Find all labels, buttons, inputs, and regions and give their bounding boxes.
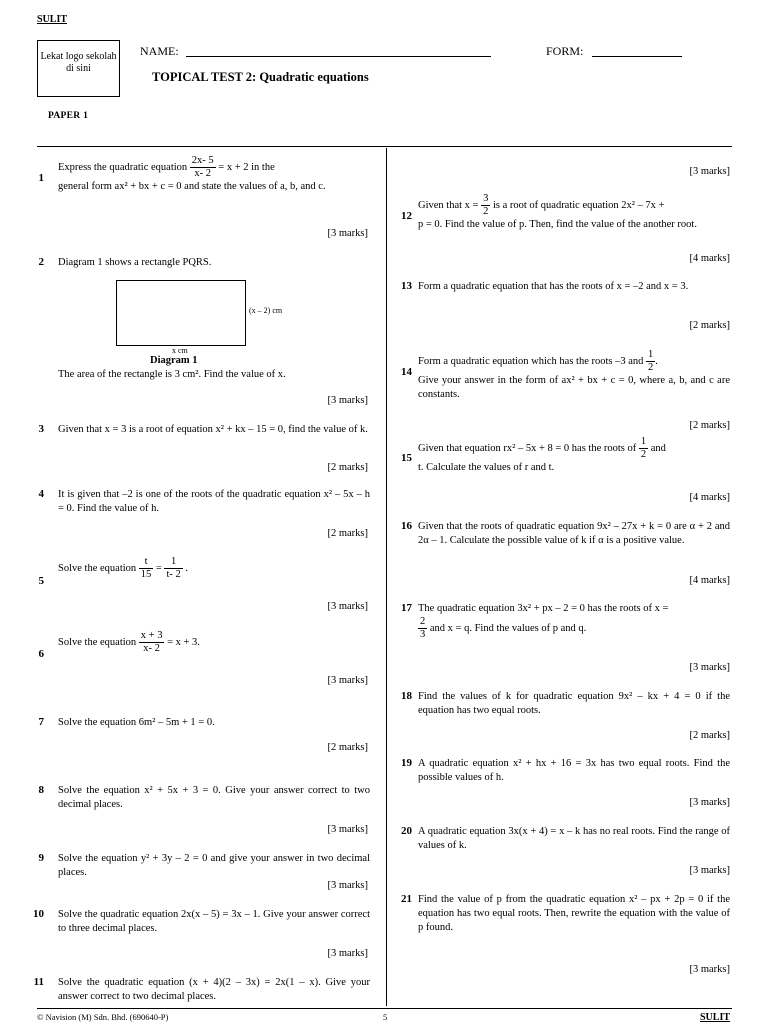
marks: [3 marks] xyxy=(327,395,368,406)
question-number: 7 xyxy=(38,716,44,728)
rect-side-label: (x – 2) cm xyxy=(249,306,283,315)
question-12: Given that x = $\frac{3}{2}$ is a root of quadratic equation 2x² – 7x + p = 0. Find the value of p. Then, find the value of the another root. xyxy=(418,193,697,230)
name-field[interactable] xyxy=(186,56,491,57)
question-16: Given that the roots of quadratic equation 9x² – 27x + k = 0 are α + 2 and 2α – 1. Calculate the possible value of k if α is a positive value. xyxy=(418,521,730,546)
question-number: 17 xyxy=(401,602,412,614)
question-2: Diagram 1 shows a rectangle PQRS. xyxy=(58,257,212,268)
paper-label: PAPER 1 xyxy=(48,111,89,121)
rectangle-diagram xyxy=(116,280,246,346)
question-17: The quadratic equation 3x² + px – 2 = 0 has the roots of x = $\frac{2}{3}$ and x = q. Find the values of p and q. xyxy=(418,603,669,640)
question-3: Given that x = 3 is a root of equation x² + kx – 15 = 0, find the value of k. xyxy=(58,424,368,435)
question-number: 2 xyxy=(38,256,44,268)
question-11: Solve the quadratic equation (x + 4)(2 – 3x) = 2x(1 – x). Give your answer correct to two decimal places. xyxy=(58,977,370,1002)
fraction: $\frac{1}{t- 2}$ xyxy=(166,556,181,580)
question-9: Solve the equation y² + 3y – 2 = 0 and give your answer in two decimal places. xyxy=(58,853,370,878)
marks: [3 marks] xyxy=(689,797,730,808)
marks: [3 marks] xyxy=(689,964,730,975)
question-number: 5 xyxy=(38,575,44,587)
top-divider xyxy=(37,146,732,147)
sulit-label-top: SULIT xyxy=(37,14,68,25)
question-number: 8 xyxy=(38,784,44,796)
fraction: $\frac{2x- 5}{x- 2}$ xyxy=(191,155,214,179)
rect-bottom-label: x cm xyxy=(172,346,188,355)
logo-placeholder: Lekat logo sekolah di sini xyxy=(37,40,120,97)
question-number: 18 xyxy=(401,690,412,702)
fraction: $\frac{t}{15}$ xyxy=(140,556,152,580)
diagram-caption: Diagram 1 xyxy=(150,355,198,366)
marks: [2 marks] xyxy=(327,528,368,539)
question-number: 16 xyxy=(401,520,412,532)
question-15: Given that equation rx² – 5x + 8 = 0 has the roots of $\frac{1}{2}$ and t. Calculate the values of r and t. xyxy=(418,436,666,473)
marks: [3 marks] xyxy=(327,228,368,239)
marks: [4 marks] xyxy=(689,575,730,586)
question-number: 12 xyxy=(401,210,412,222)
question-18: Find the values of k for quadratic equation 9x² – kx + 4 = 0 if the equation has two equal roots. xyxy=(418,691,730,716)
question-number: 14 xyxy=(401,366,412,378)
copyright: © Navision (M) Sdn. Bhd. (690640-P) xyxy=(37,1012,169,1022)
marks: [3 marks] xyxy=(327,880,368,891)
question-number: 13 xyxy=(401,280,412,292)
question-number: 1 xyxy=(38,172,44,184)
question-number: 10 xyxy=(33,908,44,920)
question-13: Form a quadratic equation that has the roots of x = –2 and x = 3. xyxy=(418,281,689,292)
marks: [4 marks] xyxy=(689,253,730,264)
question-number: 6 xyxy=(38,648,44,660)
form-label: FORM: xyxy=(546,44,584,58)
name-label: NAME: xyxy=(140,44,179,58)
marks: [2 marks] xyxy=(327,742,368,753)
marks: [4 marks] xyxy=(689,492,730,503)
question-number: 21 xyxy=(401,893,412,905)
question-number: 15 xyxy=(401,452,412,464)
marks: [3 marks] xyxy=(689,166,730,177)
form-field[interactable] xyxy=(592,56,682,57)
marks: [2 marks] xyxy=(689,320,730,331)
marks: [3 marks] xyxy=(689,662,730,673)
question-7: Solve the equation 6m² – 5m + 1 = 0. xyxy=(58,717,215,728)
marks: [2 marks] xyxy=(689,420,730,431)
question-2-text: The area of the rectangle is 3 cm². Find the value of x. xyxy=(58,369,286,380)
marks: [2 marks] xyxy=(689,730,730,741)
fraction: $\frac{x + 3}{x- 2}$ xyxy=(140,630,163,654)
question-number: 20 xyxy=(401,825,412,837)
question-5: Solve the equation $\frac{t}{15}$ = $\frac{1}{t- 2}$ . xyxy=(58,556,188,580)
page-title: TOPICAL TEST 2: Quadratic equations xyxy=(152,70,369,84)
question-21: Find the value of p from the quadratic equation x² – px + 2p = 0 if the equation has two equal roots. Then, rewrite the equation with the value of p found. xyxy=(418,894,730,933)
question-1: Express the quadratic equation $\frac{2x- 5}{x- 2}$ = x + 2 in the general form ax² + bx + c = 0 and state the values of a, b, and c. xyxy=(58,155,326,192)
question-number: 11 xyxy=(33,976,44,988)
marks: [3 marks] xyxy=(327,824,368,835)
fraction: $\frac{3}{2}$ xyxy=(483,193,489,217)
question-number: 9 xyxy=(38,852,44,864)
question-8: Solve the equation x² + 5x + 3 = 0. Give your answer correct to two decimal places. xyxy=(58,785,370,810)
marks: [3 marks] xyxy=(327,675,368,686)
question-20: A quadratic equation 3x(x + 4) = x – k has no real roots. Find the range of values of k. xyxy=(418,826,730,851)
fraction: $\frac{1}{2}$ xyxy=(648,349,654,373)
question-10: Solve the quadratic equation 2x(x – 5) = 3x – 1. Give your answer correct to three decimal places. xyxy=(58,909,370,934)
question-number: 19 xyxy=(401,757,412,769)
fraction: $\frac{1}{2}$ xyxy=(640,436,647,460)
marks: [3 marks] xyxy=(689,865,730,876)
marks: [3 marks] xyxy=(327,601,368,612)
bottom-divider xyxy=(37,1008,732,1009)
question-number: 3 xyxy=(38,423,44,435)
question-number: 4 xyxy=(38,488,44,500)
fraction: $\frac{2}{3}$ xyxy=(420,616,426,640)
sulit-label-bottom: SULIT xyxy=(700,1012,731,1023)
marks: [2 marks] xyxy=(327,462,368,473)
question-19: A quadratic equation x² + hx + 16 = 3x has two equal roots. Find the possible values of h. xyxy=(418,758,730,783)
question-4: It is given that –2 is one of the roots of the quadratic equation x² – 5x – h = 0. Find the value of h. xyxy=(58,489,370,514)
page-number: 5 xyxy=(383,1012,388,1022)
question-14: Form a quadratic equation which has the roots –3 and $\frac{1}{2}$ . Give your answer in the form of ax² + bx + c = 0, where a, b, and c are constants. xyxy=(418,349,730,400)
question-6: Solve the equation $\frac{x + 3}{x- 2}$ = x + 3. xyxy=(58,630,200,654)
column-divider xyxy=(386,148,387,1006)
marks: [3 marks] xyxy=(327,948,368,959)
